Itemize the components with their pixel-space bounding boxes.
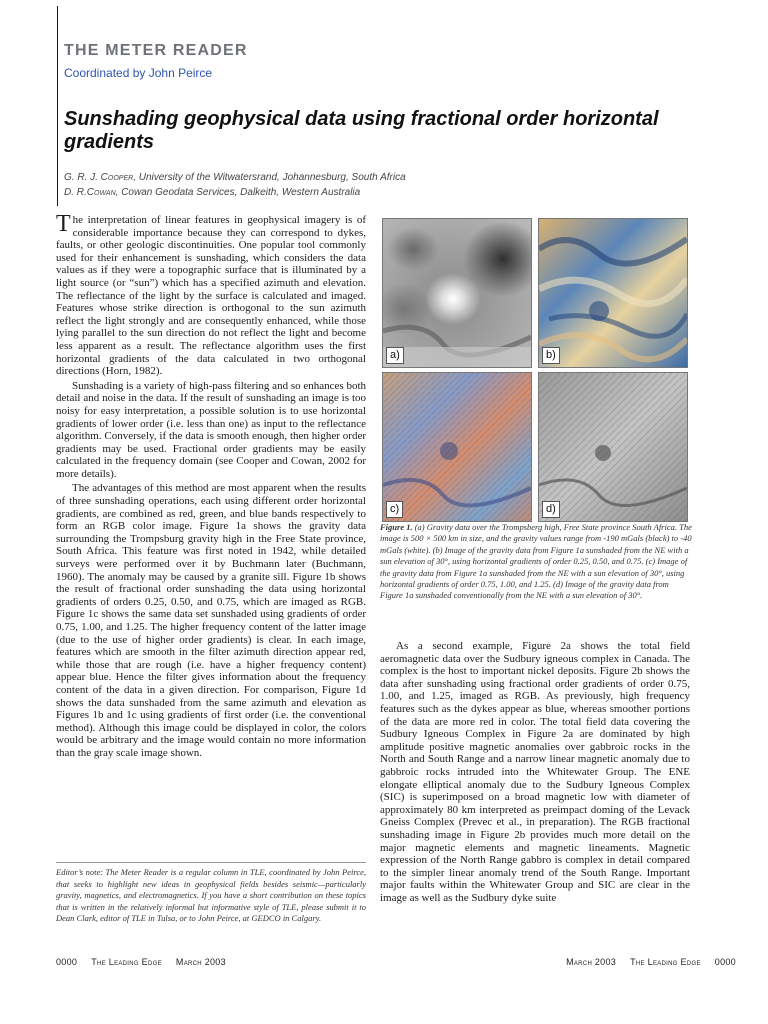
footer-right xyxy=(552,957,736,967)
left-column xyxy=(56,211,366,762)
body-paragraph: The advantages of this method are most apparent when the results of three sunshading operations, each using different order horizontal gradients, are combined as red, green, and blue bands respectively to form an RGB color image. Figure 1a shows the gravity data surrounding the Trompsburg gravity high in the Free State province, South Africa. This feature was first noted in 1942, while detailed surveys were performed over it by Buchmann later (Buchmann, 1960). The anomaly may be caused by a granite sill. Figure 1b shows the result of fractional order sunshading the data using horizontal gradients of orders 0.25, 0.50, and 0.75, which are imaged as RGB. Figure 1c shows the same data set sunshaded using gradients of order 0.75, 1.00, and 1.25. The higher frequency content of the latter image (due to the use of higher order gradients) is clear. In each image, features which are smooth in the filter azimuth direction appear red, while those that are rough (i.e. have a higher frequency content) appear blue. Hence the filter gives information about the frequency content of the data in a given direction. For comparison, Figure 1d shows the data sunshaded from the same azimuth and elevation as Figures 1b and 1c using gradients of first order (i.e. the conventional method). Although this image could be displayed in color, the colors would be arbitrary and the image would contain no more information than the gray scale image shown. xyxy=(56,482,366,759)
gravity-grayscale-image xyxy=(383,219,531,367)
author-name: G. R. J. Cooper xyxy=(64,172,134,183)
right-column xyxy=(380,640,690,904)
figure-panel-b xyxy=(538,218,688,368)
sunshaded-rgb-high-order-image xyxy=(383,373,531,521)
header-rule xyxy=(57,6,58,206)
caption-label: Figure 1. xyxy=(380,522,413,532)
figure-caption xyxy=(380,522,692,602)
body-paragraph xyxy=(56,211,366,378)
drop-cap: T xyxy=(56,211,71,237)
body-paragraph: As a second example, Figure 2a shows the total field aeromagnetic data over the Sudbury igneous complex in Canada. The complex is the host to important nickel deposits. Figure 2b shows the data after sunshading using fractional order gradients of order 0.75, 1.00, and 1.25, imaged as RGB. As previously, high frequency features such as the dykes appear as blue, whereas smoother portions of the data are more red in color. The total field data covering the Sudbury Igneous Complex in Figure 2a are dominated by high amplitude positive magnetic anomalies over gabbroic rocks in the North and South Range and a narrow linear magnetic anomaly due to gabbroic rocks intruded into the Whitewater Group. The ENE elongate elliptical anomaly due to the Sudbury Igneous Complex (SIC) is superimposed on a broad magnetic low with diameter of approximately 80 km interpreted as preimpact doming of the Levack Gneiss Complex (Prevec et al., in preparation). The RGB fractional sunshading image in Figure 2b provides much more detail on the major magnetic elements and magnetic lineaments. Magnetic expression of the North Range gabbro is complex in detail compared to the simpler linear anomaly trend of the South Range. Important major faults within the Whitewater Group and SIC are clear in the image as well as the Sudbury dyke suite xyxy=(380,640,690,904)
issue-date: March 2003 xyxy=(566,957,617,967)
footer-left xyxy=(56,957,226,967)
author-name: D. R.Cowan xyxy=(64,187,116,198)
figure-panel-d xyxy=(538,372,688,522)
panel-label: a) xyxy=(386,347,404,364)
page-number: 0000 xyxy=(714,957,736,967)
body-paragraph: Sunshading is a variety of high-pass filtering and so enhances both detail and noise in the data. If the result of sunshading an image is too noisy for easy interpretation, a possible solution is to use horizontal gradients of lower order (i.e. less than one) as input to the reflectance algorithm. Conversely, if the data is smooth enough, then higher order gradients may be used. Fractional order gradients may be easily calculated in the frequency domain (see Cooper and Cowan, 2002 for more details). xyxy=(56,379,366,480)
author-line xyxy=(64,170,664,185)
author-list xyxy=(64,170,664,200)
coordinator-line: Coordinated by John Peirce xyxy=(64,66,213,80)
panel-label: b) xyxy=(542,347,560,364)
caption-text: (a) Gravity data over the Trompsberg high, Free State province South Africa. The image is 500 × 500 km in size, and the gravity values range from -190 mGals (black) to -40 mGals (white). (b) Image of the gravity data from Figure 1a sunshaded from the NE with a sun elevation of 30°, using horizontal gradients of order 0.25, 0.50, and 0.75. (c) Image of the gravity data from Figure 1a sunshaded from the NE with a sun elevation of 30°, using horizontal gradients of order 0.75, 1.00, and 1.25. (d) Image of the gravity data from Figure 1a sunshaded conventionally from the NE with a sun elevation of 30°. xyxy=(380,522,692,601)
panel-label: c) xyxy=(386,501,403,518)
figure-1 xyxy=(382,216,688,520)
sunshaded-conventional-image xyxy=(539,373,687,521)
panel-label: d) xyxy=(542,501,560,518)
paragraph-text: he interpretation of linear features in geophysical imagery is of considerable importance because they can correspond to dykes, faults, or other geologic discontinuities. One popular tool commonly used for their enhancement is sunshading, which considers the data values as if they were a topographic surface that is illuminated by a light source (or “sun”) which has a specified azimuth and elevation. The reflectance of the light by the surface is calculated and imaged. Features whose strike direction is orthogonal to the sun azimuth reflect the light strongly and are consequently enhanced, while those lying parallel to the sun direction do not reflect the light and become less apparent as a result. The reflectance algorithm uses the first horizontal gradients of the data calculated in two orthogonal directions (Horn, 1982). xyxy=(56,214,366,378)
issue-date: March 2003 xyxy=(175,957,226,967)
sunshaded-rgb-image xyxy=(539,219,687,367)
journal-name: The Leading Edge xyxy=(91,957,162,967)
journal-name: The Leading Edge xyxy=(630,957,701,967)
author-affiliation: , University of the Witwatersrand, Johannesburg, South Africa xyxy=(133,172,406,183)
column-name: THE METER READER xyxy=(64,42,248,59)
author-affiliation: , Cowan Geodata Services, Dalkeith, Western Australia xyxy=(115,187,361,198)
page-number: 0000 xyxy=(56,957,78,967)
figure-panel-a xyxy=(382,218,532,368)
editor-note: Editor’s note: The Meter Reader is a regular column in TLE, coordinated by John Peirce, that seeks to highlight new ideas in geophysical fields besides seismic—particularly gravity, magnetics, and electromagnetics. If you have a short contribution on these topics that is written in the relatively informal but informative style of TLE, please submit it to Dean Clark, editor of TLE in Tulsa, or to John Peirce, at GEDCO in Calgary. xyxy=(56,862,366,925)
article-title: Sunshading geophysical data using fractional order horizontal gradients xyxy=(64,108,659,153)
figure-panel-c xyxy=(382,372,532,522)
author-line xyxy=(64,185,664,200)
